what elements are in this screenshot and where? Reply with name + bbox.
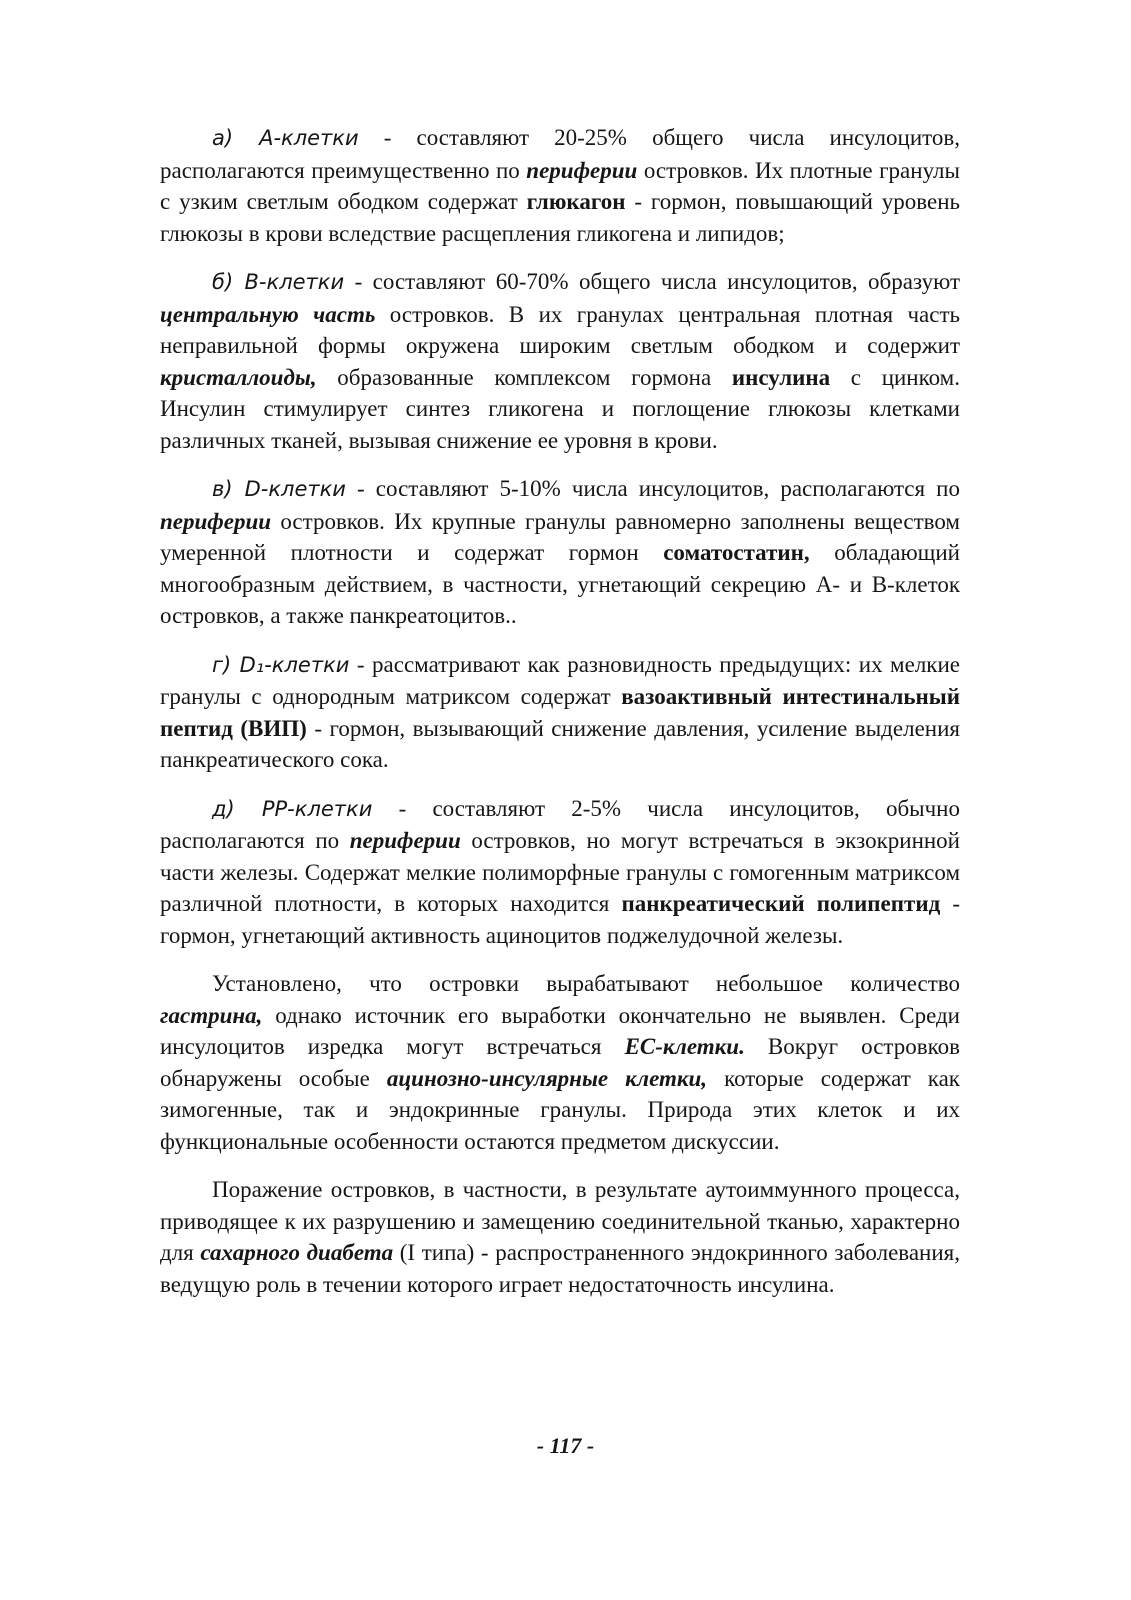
label-a-cells: а) А-клетки [212, 126, 359, 150]
text-run: - составляют 20-25% общего числа инсулоцитов, располагаются преимущественно по [160, 125, 960, 183]
label-pp-cells: д) РР-клетки [212, 796, 373, 821]
term-glucagon: глюкагон [526, 189, 626, 214]
text-run: - рассматривают как разновидность предыдущих: их мелкие гранулы с однородным матриксом содержат [160, 651, 960, 709]
text-run: - составляют 5-10% числа инсулоцитов, располагаются по [345, 476, 960, 501]
text-run: островков, но могут встречаться в экзокринной части железы. Содержат мелкие полиморфные гранулы с гомогенным матриксом различной плотности, в которых находится [160, 828, 960, 916]
text-run: с цинком. Инсулин стимулирует синтез гликогена и поглощение глюкозы клетками различных тканей, вызывая снижение ее уровня в крови. [160, 364, 960, 453]
text-run: однако источник его выработки окончательно не выявлен. Среди инсулоцитов изредка могут встречаться [160, 1002, 960, 1059]
text-run: - гормон, вызывающий снижение давления, усиление выделения панкреатического сока. [160, 715, 960, 772]
term-periphery: периферии [349, 828, 461, 853]
term-acino-insular-cells: ацинозно-инсулярные клетки, [386, 1065, 708, 1091]
text-run: образованные комплексом гормона [316, 364, 732, 390]
label-d1-cells: г) D₁-клетки [212, 652, 350, 677]
text-run: островков. В их гранулах центральная плотная часть неправильной формы окружена широким светлым ободком и содержит [160, 301, 960, 358]
text-run: Поражение островков, в частности, в результате аутоиммунного процесса, приводящее к их разрушению и замещению соединительной тканью, характерно для [160, 1177, 960, 1265]
text-run: - гормон, угнетающий активность ациноцитов поджелудочной железы. [160, 891, 960, 948]
label-d-cells: в) D-клетки [212, 477, 346, 501]
term-insulin: инсулина [731, 364, 831, 390]
text-run: (I типа) - распространенного эндокринного заболевания, ведущую роль в течении которого играет недостаточность инсулина. [160, 1240, 961, 1297]
term-periphery: периферии [160, 508, 272, 534]
text-run: Установлено, что островки вырабатывают небольшое количество [212, 971, 960, 996]
page-body [160, 122, 960, 1317]
label-b-cells: б) В-клетки [212, 270, 345, 294]
text-run: островков. Их плотные гранулы с узким светлым ободком содержат [160, 157, 960, 214]
text-run: которые содержат как зимогенные, так и эндокринные гранулы. Природа этих клеток и их функциональные особенности остаются предметом дискуссии. [160, 1065, 960, 1154]
page-number: - 117 - [536, 1433, 595, 1458]
paragraph-gastrin [160, 968, 960, 1157]
term-somatostatin: соматостатин, [663, 540, 810, 565]
term-diabetes: сахарного диабета [200, 1240, 394, 1265]
term-crystalloids: кристаллоиды, [160, 364, 317, 390]
text-run: - составляют 60-70% общего числа инсулоцитов, образуют [344, 269, 960, 294]
term-central-part: центральную часть [160, 301, 376, 327]
text-run: - составляют 2-5% числа инсулоцитов, обычно располагаются по [160, 795, 960, 853]
paragraph-d-cells [160, 473, 960, 632]
term-gastrin: гастрина, [160, 1002, 263, 1028]
paragraph-a-cells [160, 122, 960, 249]
text-run: - гормон, повышающий уровень глюкозы в крови вследствие расщепления гликогена и липидов; [160, 189, 960, 246]
text-run: обладающий многообразным действием, в частности, угнетающий секрецию А- и В-клеток островков, а также панкреатоцитов.. [160, 540, 960, 628]
paragraph-d1-cells [160, 649, 960, 776]
text-run: Вокруг островков обнаружены особые [160, 1034, 960, 1091]
term-ec-cells: ЕС-клетки. [624, 1034, 745, 1059]
paragraph-pp-cells [160, 793, 960, 952]
term-periphery: периферии [526, 157, 638, 183]
text-run: островков. Их крупные гранулы равномерно заполнены веществом умеренной плотности и содержат гормон [160, 508, 960, 565]
term-pancreatic-polypeptide: панкреатический полипептид [621, 891, 941, 916]
paragraph-diabetes [160, 1174, 960, 1300]
paragraph-b-cells [160, 266, 960, 456]
term-vip: вазоактивный интестинальный пептид (ВИП) [160, 684, 960, 741]
